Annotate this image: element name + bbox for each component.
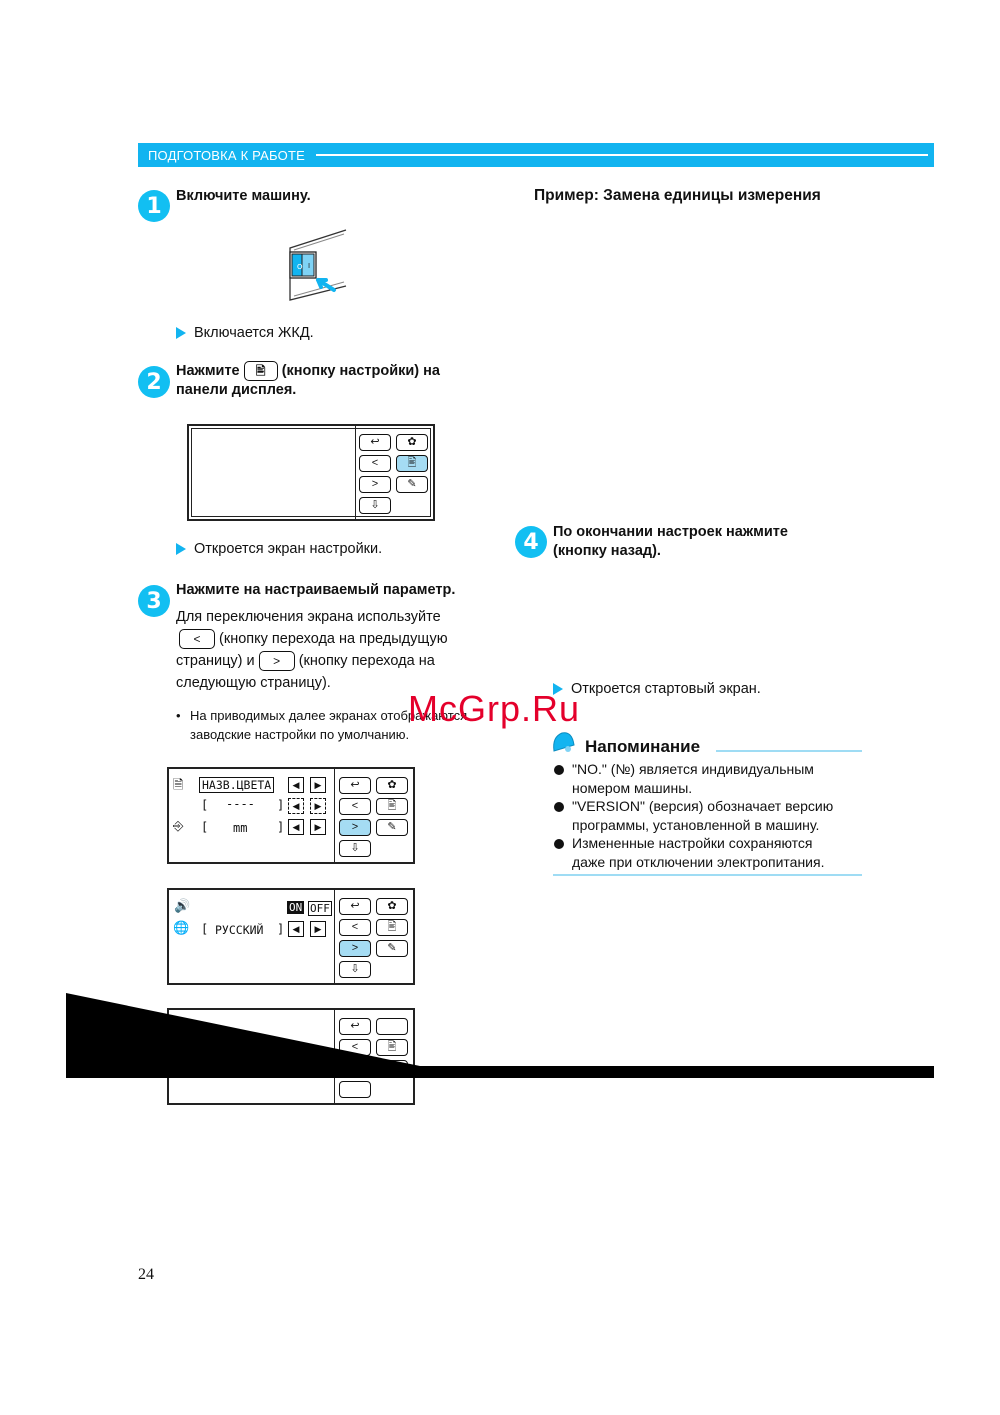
step-4-title: По окончании настроек нажмите (кнопку назад). — [553, 524, 788, 559]
settings-key-icon: 🖹 — [244, 361, 278, 381]
settings-icon[interactable]: 🖹 — [376, 798, 408, 815]
note-list — [554, 760, 874, 871]
watermark: McGrp.Ru — [408, 688, 581, 729]
bell-icon — [548, 727, 578, 755]
step-3-badge: 3 — [138, 585, 170, 617]
left-arrow-icon[interactable]: ◀ — [288, 777, 304, 793]
right-arrow-icon[interactable]: ▶ — [310, 921, 326, 937]
edit-icon[interactable]: ✎ — [396, 476, 428, 493]
step-3-body: Для переключения экрана используйте < (кнопку перехода на предыдущую страницу) и > (кнопку перехода на следующую страницу). — [176, 609, 448, 691]
back-icon[interactable]: ↩ — [339, 1018, 371, 1035]
bracket-open: [ — [201, 922, 209, 936]
note-title: Напоминание — [585, 737, 701, 756]
globe-icon: 🌐 — [173, 921, 190, 936]
note-item: "VERSION" (версия) обозначает версию программы, установленной в машину. — [554, 797, 874, 834]
unit-icon: ⎆ — [173, 819, 184, 834]
left-arrow-icon[interactable]: ◀ — [288, 921, 304, 937]
sound-on-button[interactable]: ON — [289, 901, 303, 914]
note-title-rule — [716, 750, 862, 752]
step-4-badge: 4 — [515, 526, 547, 558]
bracket-close: ] — [277, 922, 285, 936]
color-name-value: НАЗВ.ЦВЕТА — [199, 777, 274, 793]
bracket-open: [ — [201, 798, 209, 812]
back-icon[interactable]: ↩ — [339, 898, 371, 915]
step-1-badge: 1 — [138, 190, 170, 222]
prev-page-icon[interactable]: < — [339, 919, 371, 936]
left-arrow-icon[interactable]: ◀ — [288, 819, 304, 835]
note-item: Измененные настройки сохраняются даже при отключении электропитания. — [554, 834, 874, 871]
language-value: РУССКИЙ — [215, 923, 264, 937]
embroidery-icon[interactable]: ✿ — [396, 434, 428, 451]
edit-icon[interactable]: ✎ — [376, 819, 408, 836]
unit-value: mm — [233, 821, 248, 835]
next-page-icon[interactable]: > — [339, 819, 371, 836]
settings-icon[interactable]: 🖹 — [376, 919, 408, 936]
svg-text:I: I — [308, 262, 311, 270]
step-4-result: Откроется стартовый экран. — [553, 681, 761, 697]
page-number: 24 — [138, 1266, 154, 1283]
prev-page-icon[interactable]: < — [339, 1039, 371, 1056]
section-title: ПОДГОТОВКА К РАБОТЕ — [148, 148, 305, 163]
settings-icon[interactable]: 🖹 — [376, 1039, 408, 1056]
bracket-open: [ — [201, 820, 209, 834]
next-page-icon[interactable]: > — [359, 476, 391, 493]
bracket-close: ] — [277, 820, 285, 834]
next-key-icon: > — [259, 651, 295, 671]
settings-icon[interactable]: 🖹 — [396, 455, 428, 472]
edit-icon[interactable]: ✎ — [376, 940, 408, 957]
download-icon[interactable]: ⇩ — [339, 840, 371, 857]
left-arrow-icon: ◀ — [288, 798, 304, 814]
color-name-icon: 🗎 — [173, 778, 184, 793]
step-3-title: Нажмите на настраиваемый параметр. — [176, 582, 456, 598]
right-arrow-icon[interactable]: ▶ — [310, 777, 326, 793]
right-arrow-icon[interactable]: ▶ — [310, 819, 326, 835]
download-icon[interactable]: ⇩ — [339, 961, 371, 978]
example-title: Пример: Замена единицы измерения — [534, 187, 821, 204]
blank-value: ---- — [226, 797, 255, 811]
svg-text:O: O — [297, 263, 303, 271]
speaker-icon: 🔊 — [174, 899, 191, 914]
next-page-icon[interactable]: > — [339, 940, 371, 957]
note-item: "NO." (№) является индивидуальным номером машины. — [554, 760, 874, 797]
note-bottom-rule — [553, 874, 862, 876]
embroidery-icon[interactable]: ✿ — [376, 777, 408, 794]
sound-off-button[interactable]: OFF — [310, 902, 330, 915]
prev-key-icon: < — [179, 629, 215, 649]
step-2-result: Откроется экран настройки. — [176, 541, 382, 557]
prev-page-icon[interactable]: < — [359, 455, 391, 472]
step-3-bullet: • На приводимых далее экранах отображаются заводские настройки по умолчанию. — [176, 708, 468, 742]
embroidery-icon[interactable]: ✿ — [376, 898, 408, 915]
download-icon[interactable]: ⇩ — [359, 497, 391, 514]
step-2-title: Нажмите 🖹 (кнопку настройки) на панели дисплея. — [176, 362, 440, 398]
step-1-result: Включается ЖКД. — [176, 325, 314, 341]
prev-page-icon[interactable]: < — [339, 798, 371, 815]
step-1-title: Включите машину. — [176, 188, 311, 204]
back-icon[interactable]: ↩ — [359, 434, 391, 451]
right-arrow-icon: ▶ — [310, 798, 326, 814]
bracket-close: ] — [277, 798, 285, 812]
step-2-badge: 2 — [138, 366, 170, 398]
back-icon[interactable]: ↩ — [339, 777, 371, 794]
